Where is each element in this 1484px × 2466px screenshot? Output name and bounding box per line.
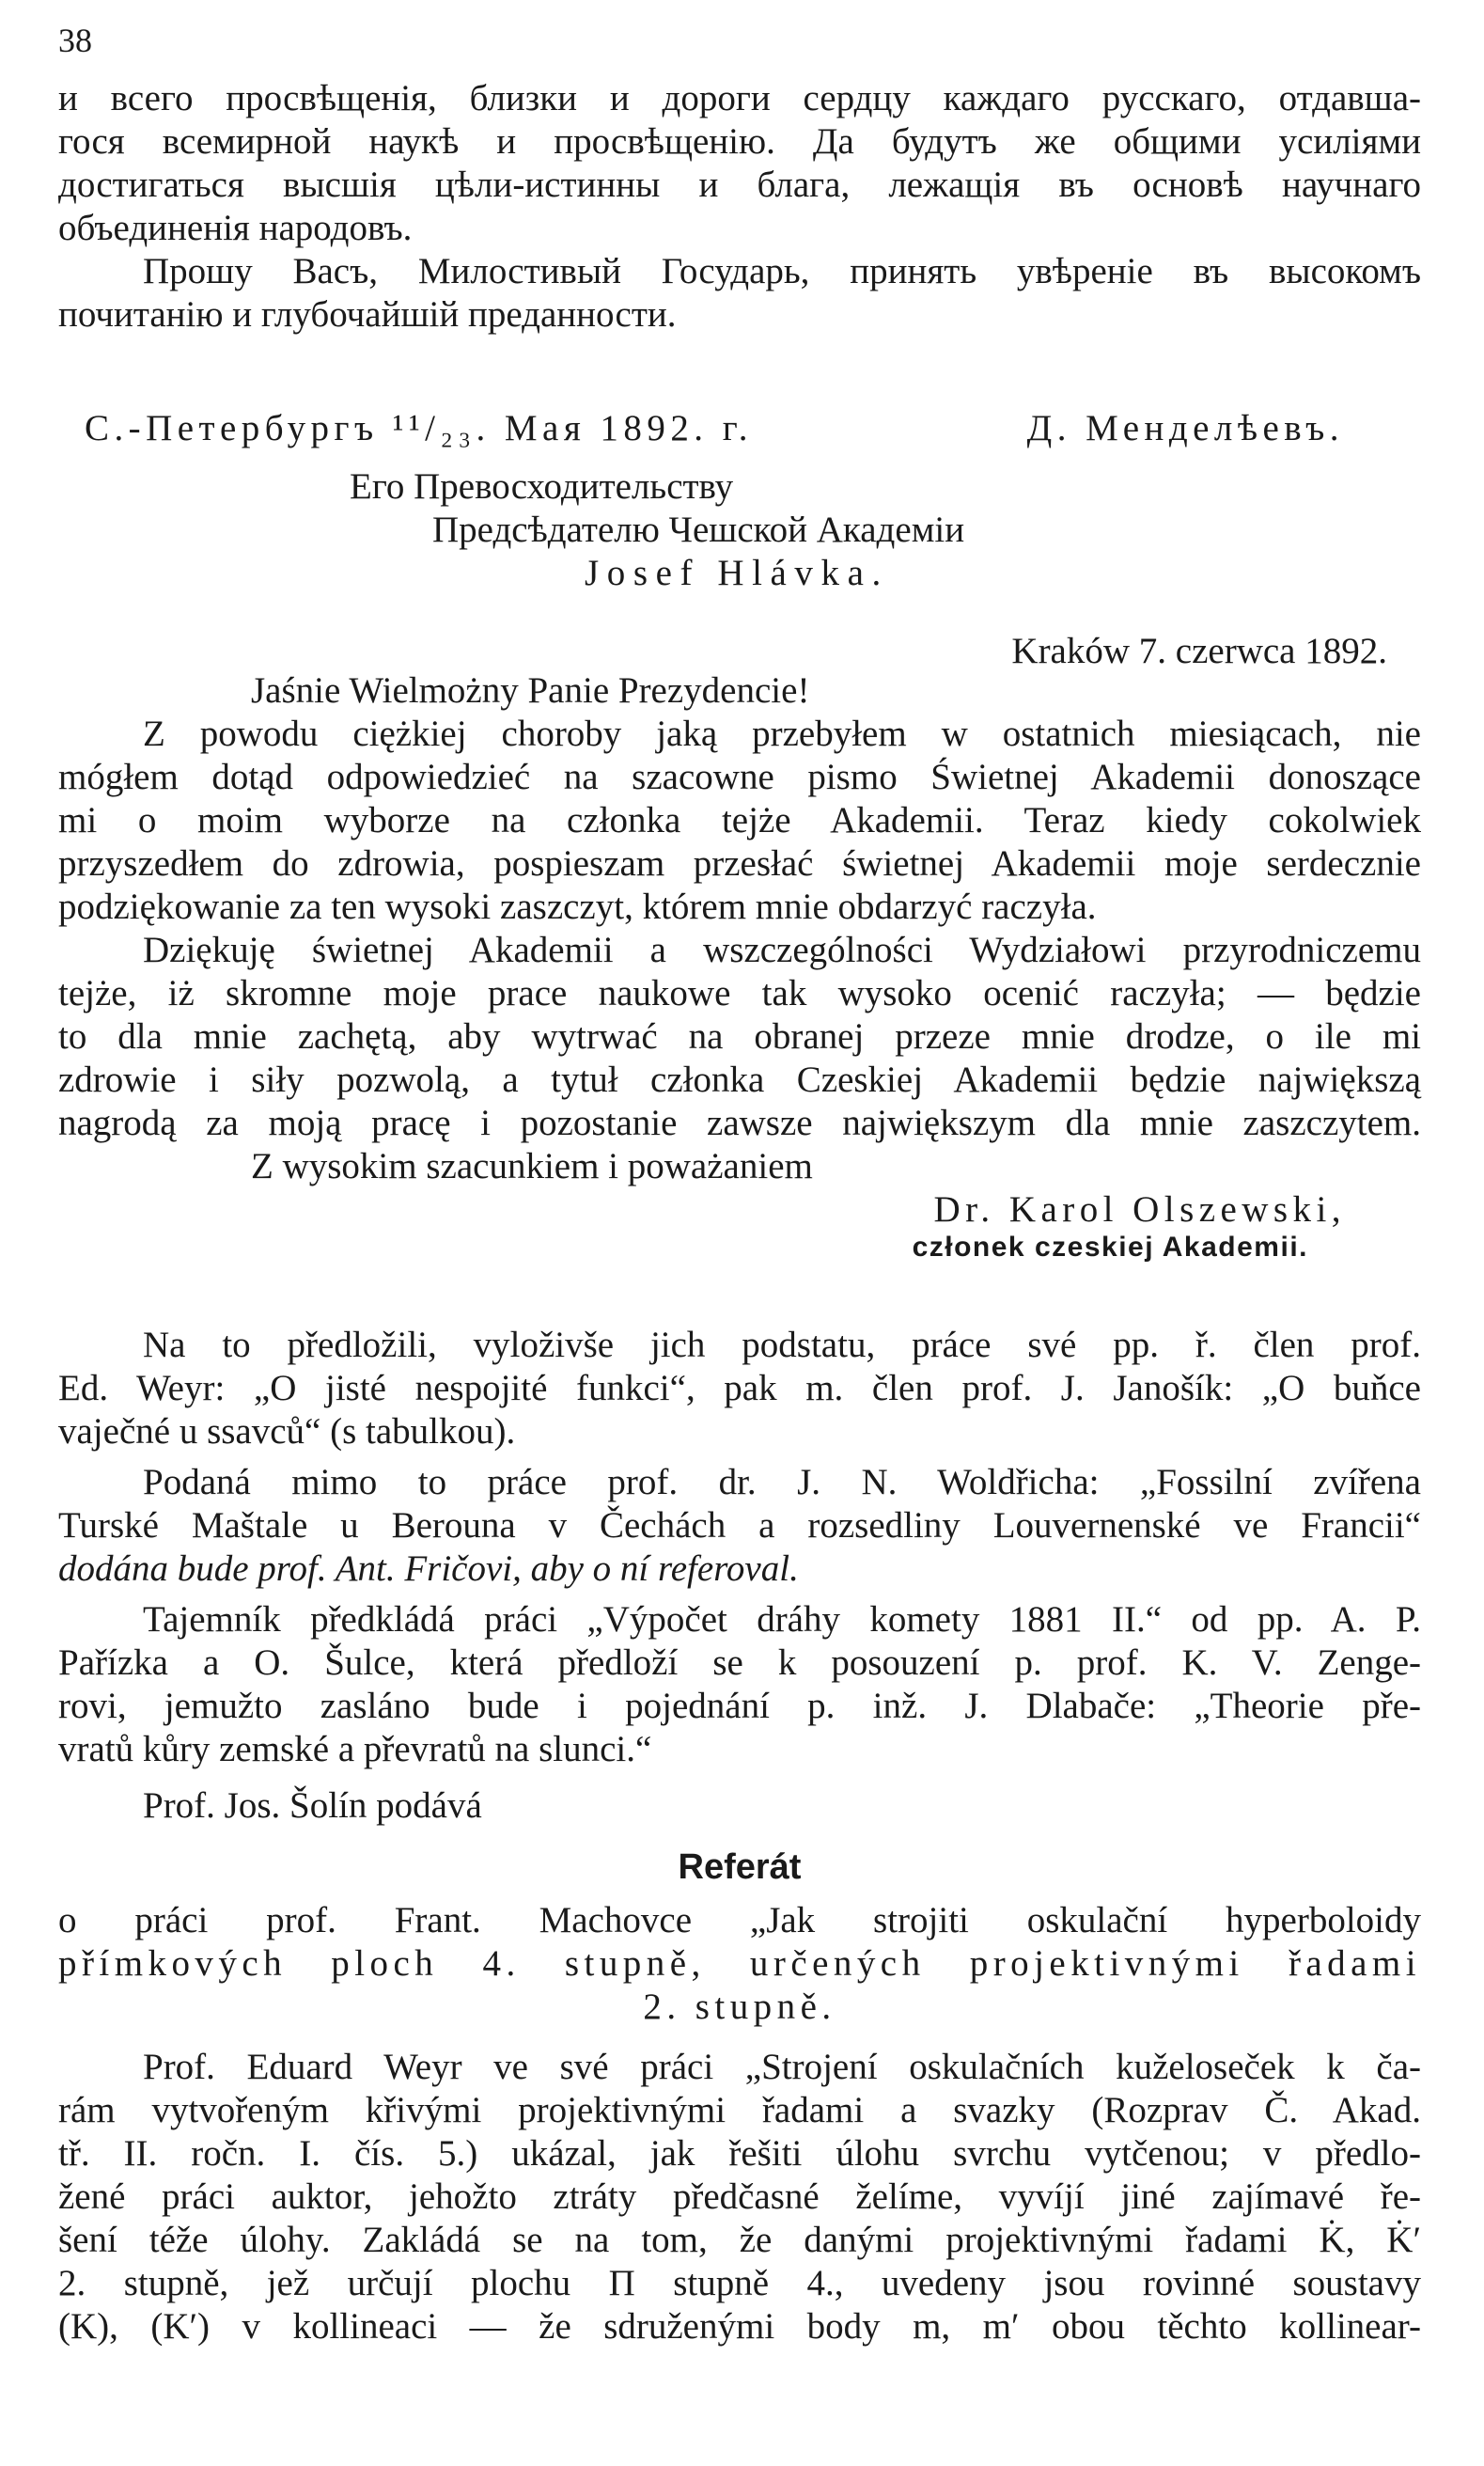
text-line: Tajemník předkládá práci „Výpočet dráhy komety 1881 II.“ od pp. A. P.: [143, 1599, 1421, 1640]
czech-section: [58, 1324, 1421, 2348]
text-line: Na to předložili, vyloživše jich podstatu, práce své pp. ř. člen prof.: [143, 1325, 1421, 1365]
polish-letter: [58, 630, 1421, 1264]
text-line: podziękowanie za ten wysoki zaszczyt, którem mnie obdarzyć raczyła.: [58, 887, 1097, 927]
letter-date: Kraków 7. czerwca 1892.: [1011, 631, 1387, 671]
text-line: (K), (K′) v kollineaci — že sdruženými body m, m′ obou těchto kollinear-: [58, 2306, 1421, 2347]
text-line: Podaná mimo to práce prof. dr. J. N. Woldřicha: „Fossilní zvířena: [143, 1462, 1421, 1502]
text-line: 2. stupně, jež určují plochu Π stupně 4., uvedeny jsou rovinné soustavy: [58, 2263, 1421, 2303]
text-line: объединенія народовъ.: [58, 208, 413, 248]
page-number: 38: [58, 22, 92, 59]
signature-title: członek czeskiej Akademii.: [912, 1232, 1308, 1263]
closing: Z wysokim szacunkiem i poważaniem: [251, 1146, 813, 1186]
text-line: mógłem dotąd odpowiedzieć na szacowne pismo Świetnej Akademii donoszące: [58, 757, 1421, 797]
text-line: rám vytvořeným křivými projektivnými řadami a svazky (Rozprav Č. Akad.: [58, 2090, 1421, 2130]
text-line: šení téže úlohy. Zakládá se na tom, že danými projektivnými řadami K̇, K̇′: [58, 2220, 1421, 2260]
subtitle-line: 2. stupně.: [643, 1987, 836, 2027]
text-line: tř. II. ročn. I. čís. 5.) ukázal, jak řešiti úlohu svrchu vytčenou; v předlo-: [58, 2133, 1421, 2174]
signature: Dr. Karol Olszewski,: [933, 1189, 1346, 1230]
text-line: Z powodu ciężkiej choroby jaką przebyłem w ostatnich miesiącach, nie: [143, 714, 1421, 754]
text-line: nagrodą za moją pracę i pozostanie zawsze największym dla mnie zaszczytem.: [58, 1103, 1421, 1143]
text-line: Prof. Eduard Weyr ve své práci „Strojení oskulačních kuželoseček k ča-: [143, 2047, 1421, 2087]
text-line: Pařízka a O. Šulce, která předloží se k posouzení p. prof. K. V. Zenge-: [58, 1642, 1421, 1683]
russian-letter-body: [58, 77, 1421, 337]
text-line: Dziękuję świetnej Akademii a wszczególności Wydziałowi przyrodniczemu: [143, 930, 1421, 970]
text-line: vratů kůry zemské a převratů na slunci.“: [58, 1729, 652, 1769]
text-line: гося всемирной наукѣ и просвѣщенію. Да будутъ же общими усиліями: [58, 121, 1421, 162]
text-line: to dla mnie zachętą, aby wytrwać na obranej przeze mnie drodze, o ile mi: [58, 1016, 1421, 1057]
text-line: tejże, iż skromne moje prace naukowe tak wysoko ocenić raczyła; — będzie: [58, 973, 1421, 1013]
place-date: С.-Петербургъ ¹¹/₂₃. Мая 1892. г.: [85, 408, 753, 448]
text-line: rovi, jemužto zasláno bude i pojednání p. inž. J. Dlabače: „Theorie pře-: [58, 1686, 1421, 1726]
text-line: žené práci auktor, jehožto ztráty předčasné želíme, vyvíjí jiné zajímavé ře-: [58, 2176, 1421, 2217]
text-line: почитанію и глубочайшій преданности.: [58, 294, 677, 335]
text-line: Prof. Jos. Šolín podává: [143, 1785, 482, 1826]
russian-letter-signoff: [85, 406, 1344, 451]
addressee-block: [58, 465, 1421, 595]
addressee-name: Josef Hlávka.: [585, 553, 889, 593]
text-line: dodána bude prof. Ant. Fričovi, aby o ní referoval.: [58, 1548, 799, 1589]
subtitle-line: o práci prof. Frant. Machovce „Jak strojiti oskulační hyperboloidy: [58, 1900, 1421, 1940]
section-heading: Referát: [678, 1847, 802, 1887]
text-line: vaječné u ssavců“ (s tabulkou).: [58, 1411, 516, 1452]
addressee-line: Предсѣдателю Чешской Академіи: [432, 510, 965, 550]
text-line: Ed. Weyr: „O jisté nespojité funkci“, pak m. člen prof. J. Janošík: „O buňce: [58, 1368, 1421, 1408]
text-line: Turské Maštale u Berouna v Čechách a rozsedliny Louvernenské ve Francii“: [58, 1505, 1421, 1546]
salutation: Jaśnie Wielmożny Panie Prezydencie!: [251, 670, 810, 711]
addressee-line: Его Превосходительству: [350, 466, 734, 507]
text-line: przyszedłem do zdrowia, pospieszam przesłać świetnej Akademii moje serdecznie: [58, 843, 1421, 884]
text-line: zdrowie i siły pozwolą, a tytuł członka Czeskiej Akademii będzie największą: [58, 1060, 1421, 1100]
text-line: Прошу Васъ, Милостивый Государь, принять увѣреніе въ высокомъ: [143, 251, 1421, 291]
text-line: достигаться высшія цѣли-истинны и блага, лежащія въ основѣ научнаго: [58, 165, 1421, 205]
text-line: и всего просвѣщенія, близки и дороги сердцу каждаго русскаго, отдавша-: [58, 78, 1421, 118]
text-line: mi o moim wyborze na członka tejże Akademii. Teraz kiedy cokolwiek: [58, 800, 1421, 840]
subtitle-line: přímkových ploch 4. stupně, určených projektivnými řadami: [58, 1943, 1421, 1984]
signature: Д. Менделѣевъ.: [1026, 408, 1344, 448]
